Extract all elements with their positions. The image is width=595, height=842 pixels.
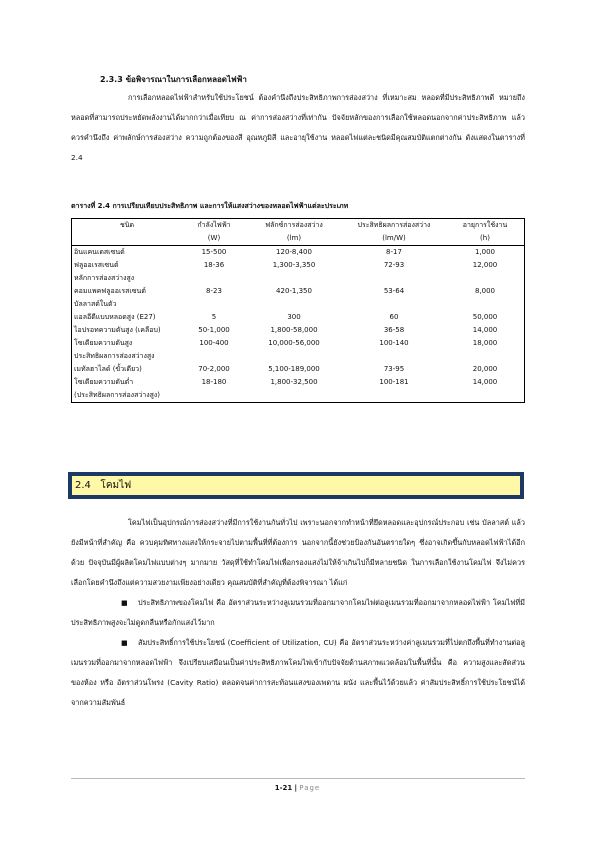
unit-type [72, 232, 183, 246]
cell-flux: 1,800-32,500 [270, 378, 318, 386]
unit-lifetime: (h) [446, 232, 525, 246]
table-header-row [72, 219, 525, 233]
table-caption: ตารางที่ 2.4 การเปรียบเทียบประสิทธิภาพ และการให้แสงสว่างของหลอดไฟฟ้าแต่ละประเภท [71, 202, 349, 210]
table-body [72, 246, 525, 403]
table-row [72, 337, 525, 363]
cell-type: อินแคนเดสเซนต์ [74, 248, 125, 256]
cell-efficacy: 36-58 [383, 326, 405, 334]
footer-separator: | [294, 784, 298, 792]
bullet-cu: สัมประสิทธิ์การใช้ประโยชน์ (Coefficient of Utilization, CU) คือ อัตราส่วนระหว่างค่าลูเมนรวมที่ไปตกถึงพื้นที่ทำงานต่อลูเมนรวมที่ออกมาจากหลอดไฟฟ้า จึงเปรียบเสมือนเป็นค่าประสิทธิภาพโคมไฟเข้ากับปัจจัยด้านสภาพแวดล้อมในพื้นที่นั้น คือ ความสูงและสัดส่วนของห้อง หรือ อัตราส่วนโพรง (Cavity Ratio) ตลอดจนค่าการสะท้อนแสงของเพดาน ผนัง และพื้นไว้ด้วยแล้ว ค่าสัมประสิทธิ์การใช้ประโยชน์ได้จากความสัมพันธ์ [71, 638, 525, 707]
footer-divider [71, 778, 525, 779]
cell-flux: 5,100-189,000 [268, 365, 320, 373]
table-row [72, 246, 525, 260]
page-number: 1-21 [274, 784, 293, 792]
table-row [72, 363, 525, 376]
cell-flux: 300 [287, 313, 301, 321]
cell-efficacy: 72-93 [383, 261, 405, 269]
cell-flux: 10,000-56,000 [268, 339, 320, 347]
unit-power: (W) [182, 232, 246, 246]
cell-lifetime: 1,000 [474, 248, 496, 256]
table-row [72, 376, 525, 403]
table-row [72, 324, 525, 337]
intro-paragraph-text: การเลือกหลอดไฟฟ้าสำหรับใช้ประโยชน์ ต้องคำนึงถึงประสิทธิภาพการส่องสว่าง ที่เหมาะสม หลอดที่มีประสิทธิภาพดี หมายถึงหลอดที่สามารถประหยัดพลังงานได้มากกว่าเมื่อเทียบ ณ ค่าการส่องสว่างที่เท่ากัน ปัจจัยหลักของการเลือกใช้หลอดนอกจากค่าประสิทธิภาพ แล้วควรคำนึงถึง ค่าพลักษ์การส่องสว่าง ความถูกต้องของสี อุณหภูมิสี และอายุใช้งาน หลอดไฟแต่ละชนิดมีคุณสมบัติแตกต่างกัน ดังแสดงในตารางที่ 2.4 [71, 93, 525, 162]
cell-lifetime: 12,000 [472, 261, 498, 269]
cell-type: ฟลูออเรสเซนต์ หลักการส่องสว่างสูง [74, 261, 135, 282]
cell-efficacy: 100-140 [379, 339, 409, 347]
cell-lifetime: 18,000 [472, 339, 498, 347]
cell-flux: 1,300-3,350 [272, 261, 316, 269]
table-unit-row [72, 232, 525, 246]
table-row [72, 285, 525, 311]
intro-paragraph [71, 88, 525, 168]
cell-efficacy: 73-95 [383, 365, 405, 373]
cell-power: 8-23 [206, 287, 222, 295]
cell-lifetime: 20,000 [472, 365, 498, 373]
square-bullet-icon: ■ [121, 639, 128, 647]
subsection-heading: 2.3.3 ข้อพิจารณาในการเลือกหลอดไฟฟ้า [100, 75, 247, 84]
cell-type: ไอปรอทความดันสูง (เคลือบ) [74, 326, 161, 334]
cell-power: 50-1,000 [198, 326, 230, 334]
cell-type: แอลอีดีแบบหลอดสูง (E27) [74, 313, 156, 321]
square-bullet-icon: ■ [121, 599, 128, 607]
unit-efficacy: (lm/W) [342, 232, 446, 246]
section-header-box [68, 472, 524, 499]
cell-power: 18-36 [203, 261, 225, 269]
header-efficacy: ประสิทธิผลการส่องสว่าง [357, 221, 431, 229]
unit-flux: (lm) [246, 232, 342, 246]
cell-flux: 120-8,400 [276, 248, 312, 256]
cell-type: โซเดียมความดันต่ำ (ประสิทธิผลการส่องสว่างสูง) [74, 378, 161, 399]
cell-power: 18-180 [201, 378, 227, 386]
header-type: ชนิด [119, 221, 135, 229]
cell-type: เมทัลฮาไลด์ (ขั้วเดียว) [74, 365, 142, 373]
cell-type: คอมแพคฟลูออเรสเซนต์ บัลลาสต์ในตัว [74, 287, 146, 308]
header-flux: ฟลักซ์การส่องสว่าง [265, 221, 323, 229]
section-number: 2.4 [75, 480, 91, 491]
page-word: Page [299, 784, 321, 792]
cell-lifetime: 8,000 [474, 287, 496, 295]
cell-efficacy: 8-17 [386, 248, 402, 256]
section-title: โคมไฟ [100, 480, 132, 491]
cell-lifetime: 14,000 [472, 378, 498, 386]
cell-power: 5 [211, 313, 217, 321]
cell-power: 70-2,000 [198, 365, 230, 373]
cell-lifetime: 14,000 [472, 326, 498, 334]
cell-efficacy: 53-64 [383, 287, 405, 295]
cell-efficacy: 100-181 [379, 378, 409, 386]
cell-efficacy: 60 [389, 313, 399, 321]
lamp-comparison-table [71, 218, 525, 403]
cell-power: 100-400 [199, 339, 229, 347]
table-row [72, 259, 525, 285]
luminaire-paragraph [71, 513, 525, 713]
cell-power: 15-500 [201, 248, 227, 256]
cell-type: โซเดียมความดันสูง ประสิทธิผลการส่องสว่างสูง [74, 339, 155, 360]
header-power: กำลังไฟฟ้า [197, 221, 231, 229]
section-header-fill [72, 476, 520, 495]
cell-flux: 420-1,350 [276, 287, 312, 295]
cell-flux: 1,800-58,000 [270, 326, 318, 334]
table-row [72, 311, 525, 324]
header-lifetime: อายุการใช้งาน [462, 221, 508, 229]
luminaire-paragraph-text: โคมไฟเป็นอุปกรณ์การส่องสว่างที่มีการใช้งานกันทั่วไป เพราะนอกจากทำหน้าที่ยึดหลอดและอุปกรณ์ประกอบ เช่น บัลลาสต์ แล้ว ยังมีหน้าที่สำคัญ คือ ควบคุมทิศทางแสงให้กระจายไปตามพื้นที่ที่ต้องการ นอกจากนี้ยังช่วยป้องกันอันตรายใดๆ ซึ่งอาจเกิดขึ้นกับหลอดไฟฟ้าได้อีกด้วย ปัจจุบันมีผู้ผลิตโคมไฟแบบต่างๆ มากมาย วัสดุที่ใช้ทำโคมไฟเพื่อกรองแสงไม่ให้จ้าเกินไปก็มีหลายชนิด ในการเลือกใช้งานโคมไฟ จึงไม่ควรเลือกโดยคำนึงถึงแต่ความสวยงามเพียงอย่างเดียว คุณสมบัติที่สำคัญที่ต้องพิจารณา ได้แก่ [71, 518, 525, 587]
page-footer [0, 784, 595, 792]
cell-lifetime: 50,000 [472, 313, 498, 321]
bullet-efficiency: ประสิทธิภาพของโคมไฟ คือ อัตราส่วนระหว่างลูเมนรวมที่ออกมาจากโคมไฟต่อลูเมนรวมที่ออกมาจากหลอดไฟฟ้า โคมไฟที่มีประสิทธิภาพสูงจะไม่ดูดกลืนหรือกักแสงไว้มาก [71, 598, 525, 627]
